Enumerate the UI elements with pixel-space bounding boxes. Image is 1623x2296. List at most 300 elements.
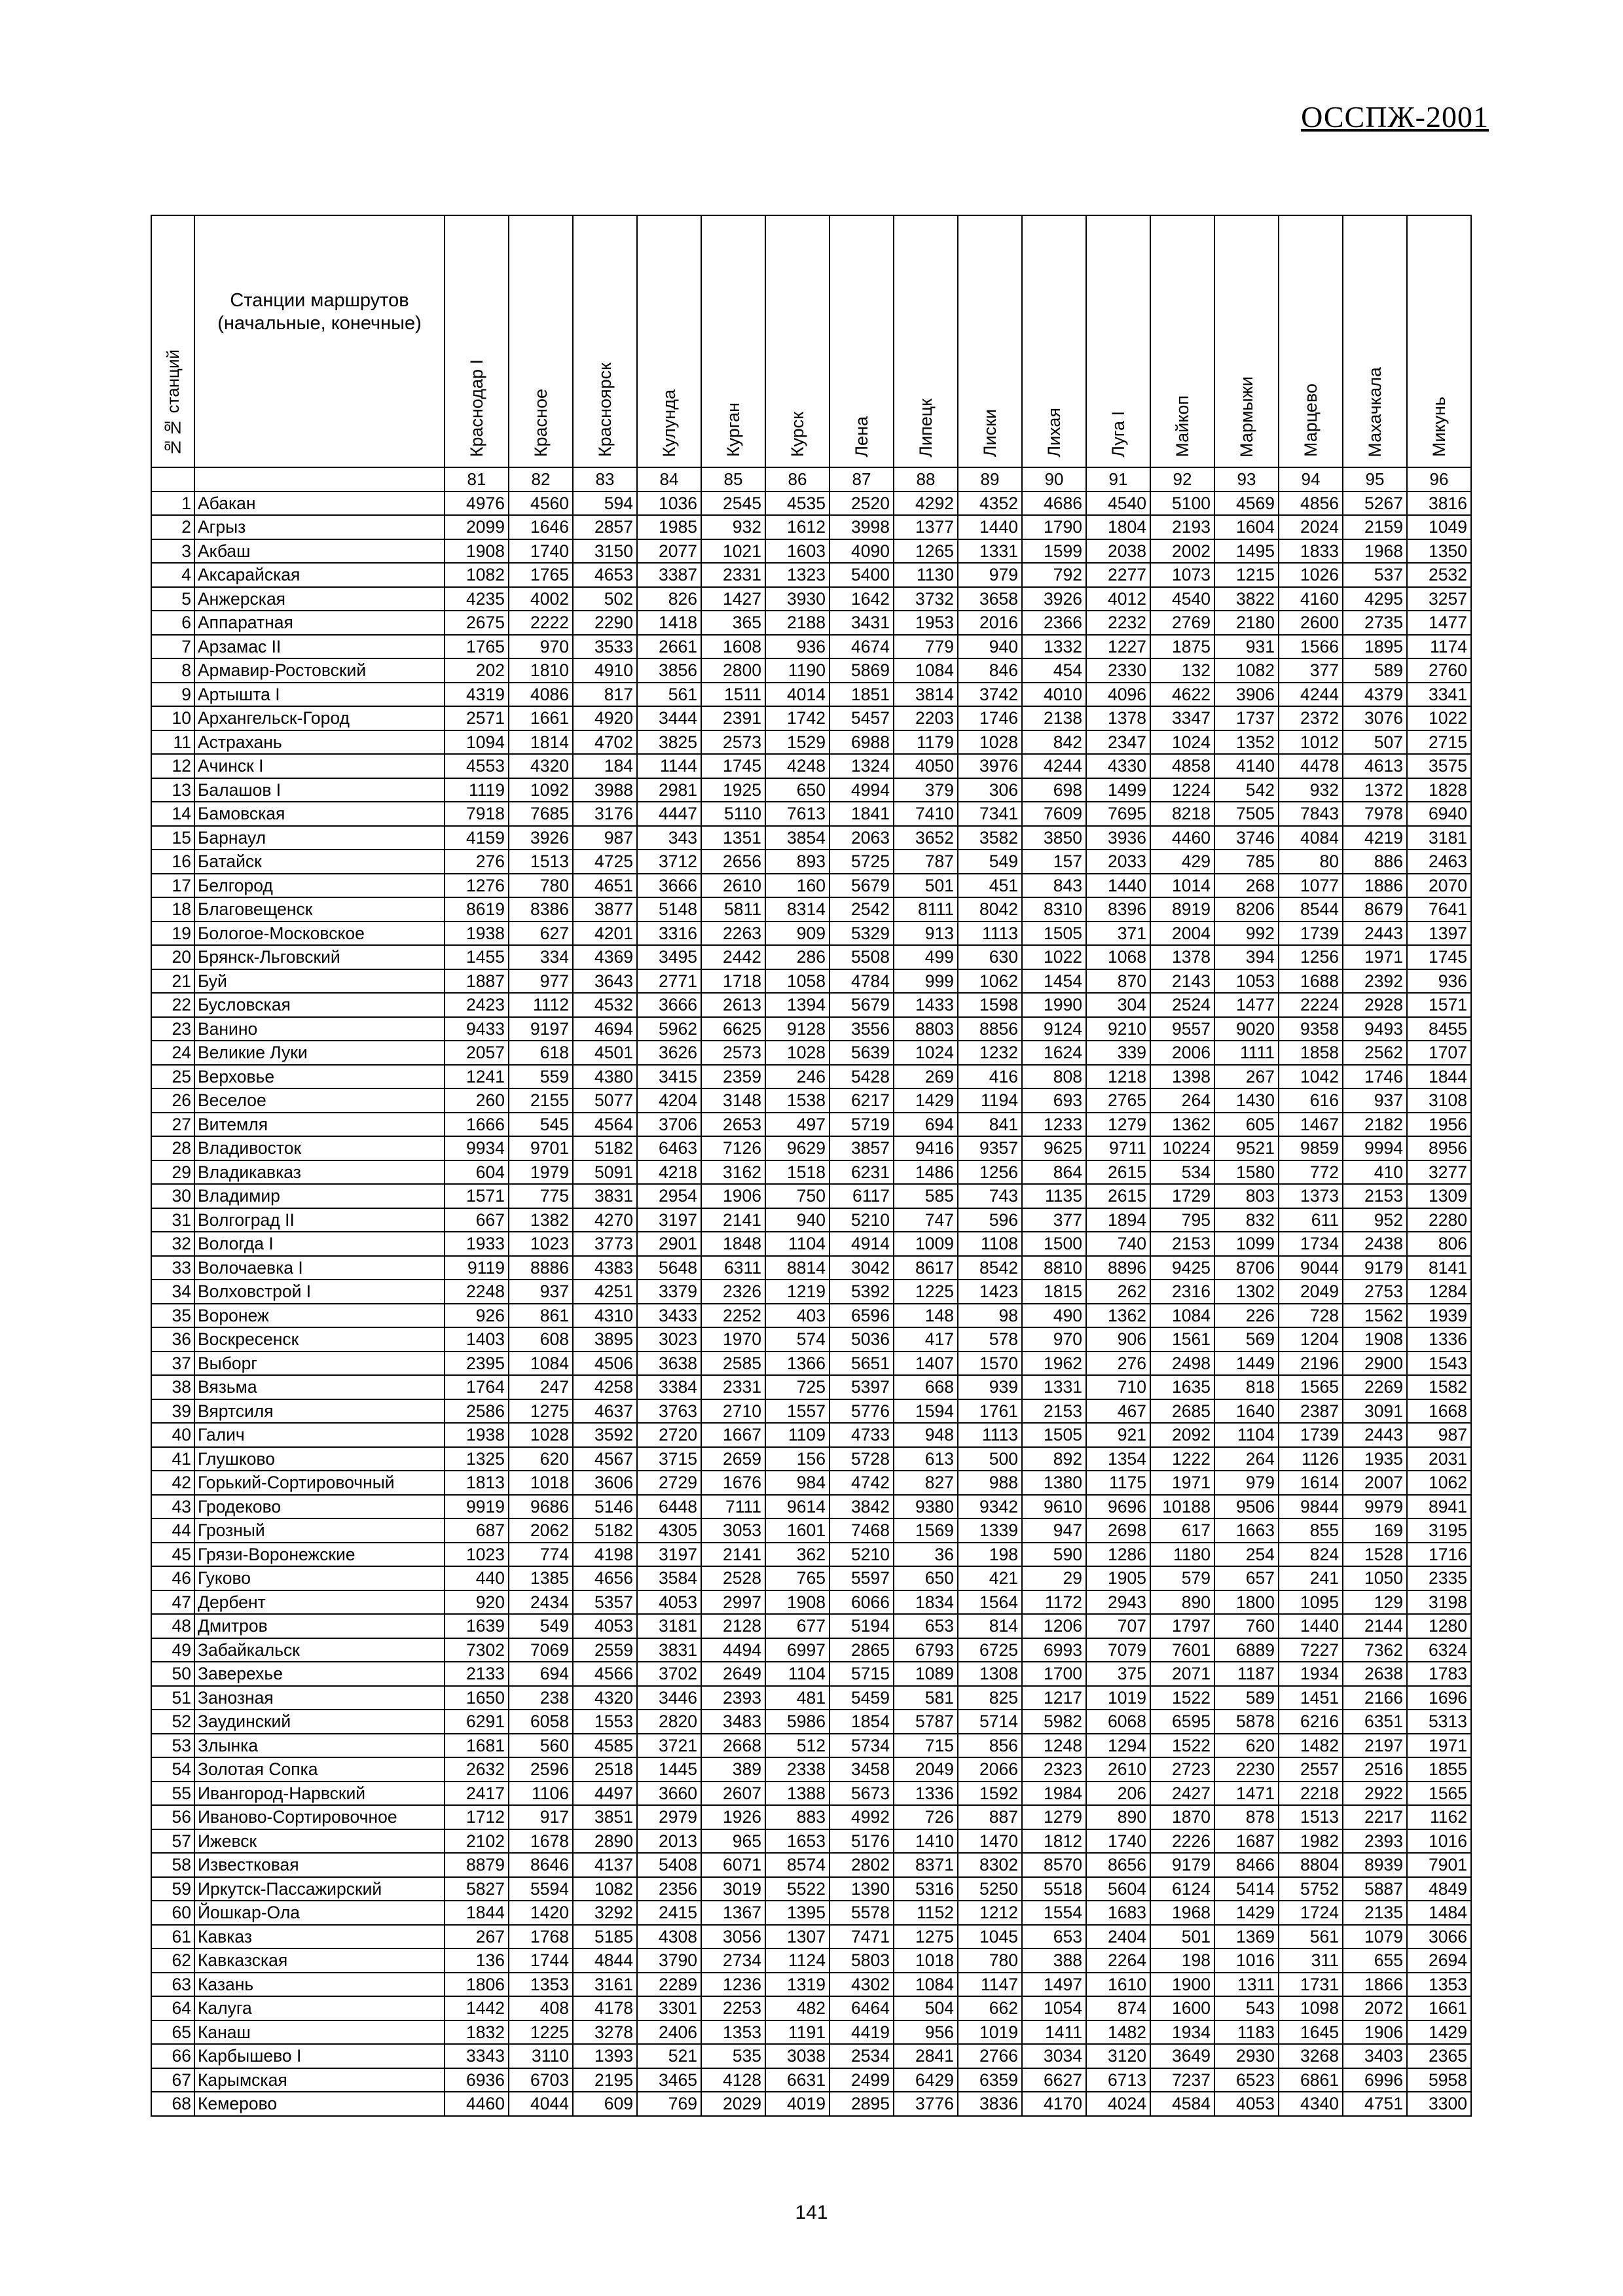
table-row — [151, 587, 1471, 611]
distance-cell: 8310 — [1022, 897, 1086, 922]
distance-cell: 3257 — [1407, 587, 1471, 611]
distance-cell: 1225 — [894, 1280, 958, 1304]
station-name: Карбышево I — [194, 2044, 445, 2068]
distance-cell: 9179 — [1343, 1256, 1407, 1280]
distance-cell: 2685 — [1150, 1399, 1214, 1424]
distance-cell: 1433 — [894, 993, 958, 1017]
distance-cell: 1734 — [1279, 1232, 1343, 1256]
distance-cell: 3712 — [637, 850, 701, 874]
distance-cell: 921 — [1086, 1423, 1150, 1447]
distance-cell: 4637 — [573, 1399, 637, 1424]
distance-cell: 883 — [765, 1805, 830, 1829]
distance-cell: 1543 — [1407, 1352, 1471, 1376]
distance-cell: 616 — [1279, 1088, 1343, 1113]
distance-cell: 1082 — [573, 1877, 637, 1901]
distance-cell: 1332 — [1022, 635, 1086, 659]
distance-cell: 5508 — [830, 945, 894, 969]
distance-cell: 1183 — [1214, 2020, 1279, 2045]
distance-cell: 1014 — [1150, 874, 1214, 898]
distance-cell: 3181 — [637, 1614, 701, 1638]
distance-cell: 1440 — [1279, 1614, 1343, 1638]
distance-cell: 2528 — [701, 1566, 765, 1590]
distance-cell: 1233 — [1022, 1113, 1086, 1137]
distance-cell: 2057 — [445, 1041, 509, 1065]
distance-cell: 1026 — [1279, 563, 1343, 587]
distance-cell: 1740 — [1086, 1829, 1150, 1854]
station-name: Иркутск-Пассажирский — [194, 1877, 445, 1901]
distance-cell: 1094 — [445, 730, 509, 755]
distance-cell: 5869 — [830, 658, 894, 683]
distance-cell: 5210 — [830, 1543, 894, 1567]
distance-cell: 1021 — [701, 539, 765, 564]
distance-cell: 855 — [1279, 1518, 1343, 1543]
distance-cell: 1050 — [1343, 1566, 1407, 1590]
distance-cell: 9119 — [445, 1256, 509, 1280]
distance-cell: 1529 — [765, 730, 830, 755]
distance-cell: 1241 — [445, 1065, 509, 1089]
distance-cell: 202 — [445, 658, 509, 683]
distance-cell: 1352 — [1214, 730, 1279, 755]
table-row — [151, 1256, 1471, 1280]
distance-cell: 7613 — [765, 802, 830, 826]
distance-cell: 8542 — [958, 1256, 1022, 1280]
distance-cell: 2607 — [701, 1782, 765, 1806]
distance-cell: 8466 — [1214, 1853, 1279, 1877]
distance-cell: 1724 — [1279, 1901, 1343, 1925]
station-number: 39 — [151, 1399, 194, 1424]
distance-cell: 1113 — [958, 922, 1022, 946]
distance-cell: 1124 — [765, 1948, 830, 1973]
distance-cell: 569 — [1214, 1327, 1279, 1352]
distance-cell: 1369 — [1214, 1925, 1279, 1949]
distance-cell: 5316 — [894, 1877, 958, 1901]
column-number: 93 — [1214, 467, 1279, 492]
distance-cell: 1667 — [701, 1423, 765, 1447]
distance-cell: 1528 — [1343, 1543, 1407, 1567]
distance-cell: 9625 — [1022, 1136, 1086, 1160]
distance-cell: 343 — [637, 826, 701, 850]
distance-cell: 1204 — [1279, 1327, 1343, 1352]
distance-cell: 1569 — [894, 1518, 958, 1543]
distance-cell: 3706 — [637, 1113, 701, 1137]
distance-cell: 7843 — [1279, 802, 1343, 826]
distance-cell: 3715 — [637, 1447, 701, 1471]
distance-cell: 874 — [1086, 1996, 1150, 2020]
distance-cell: 1393 — [573, 2044, 637, 2068]
distance-cell: 4584 — [1150, 2092, 1214, 2116]
table-row — [151, 1614, 1471, 1638]
distance-cell: 1968 — [1343, 539, 1407, 564]
column-number: 84 — [637, 467, 701, 492]
page-number: 141 — [795, 2202, 828, 2223]
distance-cell: 2735 — [1343, 611, 1407, 635]
table-row — [151, 993, 1471, 1017]
distance-cell: 3446 — [637, 1686, 701, 1710]
distance-cell: 377 — [1022, 1208, 1086, 1232]
distance-cell: 8574 — [765, 1853, 830, 1877]
distance-cell: 4540 — [1150, 587, 1214, 611]
distance-cell: 267 — [1214, 1065, 1279, 1089]
distance-cell: 226 — [1214, 1304, 1279, 1328]
distance-cell: 3814 — [894, 683, 958, 707]
distance-cell: 9197 — [509, 1017, 573, 1041]
distance-cell: 1712 — [445, 1805, 509, 1829]
distance-cell: 2715 — [1407, 730, 1471, 755]
distance-cell: 4379 — [1343, 683, 1407, 707]
distance-cell: 8386 — [509, 897, 573, 922]
distance-cell: 4330 — [1086, 754, 1150, 778]
distance-cell: 1284 — [1407, 1280, 1471, 1304]
station-number: 5 — [151, 587, 194, 611]
distance-cell: 1019 — [1086, 1686, 1150, 1710]
distance-cell: 2571 — [445, 706, 509, 730]
distance-cell: 1104 — [1214, 1423, 1279, 1447]
station-number: 46 — [151, 1566, 194, 1590]
distance-cell: 4305 — [637, 1518, 701, 1543]
distance-cell: 1353 — [509, 1973, 573, 1997]
distance-cell: 937 — [1343, 1088, 1407, 1113]
distance-cell: 1018 — [509, 1471, 573, 1495]
distance-cell: 3763 — [637, 1399, 701, 1424]
distance-cell: 5077 — [573, 1088, 637, 1113]
distance-cell: 4258 — [573, 1375, 637, 1399]
distance-cell: 1429 — [1407, 2020, 1471, 2045]
table-row — [151, 1304, 1471, 1328]
distance-cell: 3851 — [573, 1805, 637, 1829]
station-name: Верховье — [194, 1065, 445, 1089]
station-number: 28 — [151, 1136, 194, 1160]
distance-cell: 1395 — [765, 1901, 830, 1925]
distance-cell: 1049 — [1407, 515, 1471, 539]
distance-cell: 3034 — [1022, 2044, 1086, 2068]
station-name: Глушково — [194, 1447, 445, 1471]
distance-cell: 999 — [894, 969, 958, 994]
distance-cell: 1592 — [958, 1782, 1022, 1806]
station-number: 66 — [151, 2044, 194, 2068]
distance-cell: 2338 — [765, 1757, 830, 1782]
distance-cell: 549 — [509, 1614, 573, 1638]
station-number: 53 — [151, 1734, 194, 1758]
distance-cell: 4137 — [573, 1853, 637, 1877]
distance-cell: 5210 — [830, 1208, 894, 1232]
distance-cell: 2841 — [894, 2044, 958, 2068]
station-number: 36 — [151, 1327, 194, 1352]
distance-cell: 2610 — [1086, 1757, 1150, 1782]
distance-cell: 3300 — [1407, 2092, 1471, 2116]
distance-cell: 2365 — [1407, 2044, 1471, 2068]
distance-cell: 1761 — [958, 1399, 1022, 1424]
distance-cell: 6703 — [509, 2068, 573, 2092]
distance-cell: 2049 — [894, 1757, 958, 1782]
station-number: 64 — [151, 1996, 194, 2020]
distance-cell: 7227 — [1279, 1638, 1343, 1662]
distance-cell: 6071 — [701, 1853, 765, 1877]
distance-cell: 2573 — [701, 730, 765, 755]
distance-cell: 3162 — [701, 1160, 765, 1185]
distance-cell: 1866 — [1343, 1973, 1407, 1997]
distance-cell: 9358 — [1279, 1017, 1343, 1041]
distance-cell: 1477 — [1407, 611, 1471, 635]
distance-cell: 2771 — [637, 969, 701, 994]
distance-cell: 630 — [958, 945, 1022, 969]
distance-cell: 1016 — [1214, 1948, 1279, 1973]
column-number: 92 — [1150, 467, 1214, 492]
distance-cell: 1366 — [765, 1352, 830, 1376]
distance-cell: 4992 — [830, 1805, 894, 1829]
distance-cell: 1045 — [958, 1925, 1022, 1949]
distance-cell: 2760 — [1407, 658, 1471, 683]
distance-cell: 1451 — [1279, 1686, 1343, 1710]
distance-cell: 1018 — [894, 1948, 958, 1973]
distance-cell: 6216 — [1279, 1710, 1343, 1734]
distance-cell: 4501 — [573, 1041, 637, 1065]
station-number: 3 — [151, 539, 194, 564]
distance-cell: 490 — [1022, 1304, 1086, 1328]
distance-cell: 4012 — [1086, 587, 1150, 611]
distance-cell: 3790 — [637, 1948, 701, 1973]
column-header: Краснодар I — [445, 215, 509, 467]
distance-cell: 4235 — [445, 587, 509, 611]
distance-cell: 604 — [445, 1160, 509, 1185]
distance-cell: 1275 — [509, 1399, 573, 1424]
distance-cell: 1194 — [958, 1088, 1022, 1113]
distance-cell: 1084 — [509, 1352, 573, 1376]
distance-cell: 1565 — [1407, 1782, 1471, 1806]
distance-cell: 3930 — [765, 587, 830, 611]
column-header: Кулунда — [637, 215, 701, 467]
distance-cell: 4383 — [573, 1256, 637, 1280]
distance-cell: 9210 — [1086, 1017, 1150, 1041]
distance-cell: 8111 — [894, 897, 958, 922]
column-number: 87 — [830, 467, 894, 492]
distance-cell: 1354 — [1086, 1447, 1150, 1471]
distance-cell: 1302 — [1214, 1280, 1279, 1304]
station-number: 52 — [151, 1710, 194, 1734]
distance-cell: 726 — [894, 1805, 958, 1829]
distance-cell: 3038 — [765, 2044, 830, 2068]
station-number: 10 — [151, 706, 194, 730]
distance-cell: 500 — [958, 1447, 1022, 1471]
distance-cell: 589 — [1343, 658, 1407, 683]
table-row — [151, 1805, 1471, 1829]
distance-cell: 1324 — [830, 754, 894, 778]
distance-cell: 3431 — [830, 611, 894, 635]
table-row — [151, 1160, 1471, 1185]
distance-cell: 6429 — [894, 2068, 958, 2092]
distance-cell: 3998 — [830, 515, 894, 539]
station-number: 27 — [151, 1113, 194, 1137]
distance-cell: 2753 — [1343, 1280, 1407, 1304]
distance-cell: 3176 — [573, 802, 637, 826]
distance-cell: 4560 — [509, 492, 573, 516]
distance-cell: 5408 — [637, 1853, 701, 1877]
station-name: Канаш — [194, 2020, 445, 2045]
station-name: Грозный — [194, 1518, 445, 1543]
distance-cell: 2188 — [765, 611, 830, 635]
station-name: Кемерово — [194, 2092, 445, 2116]
distance-cell: 502 — [573, 587, 637, 611]
distance-cell: 6217 — [830, 1088, 894, 1113]
distance-cell: 1482 — [1279, 1734, 1343, 1758]
distance-cell: 1276 — [445, 874, 509, 898]
distance-cell: 861 — [509, 1304, 573, 1328]
station-name: Кавказ — [194, 1925, 445, 1949]
distance-cell: 1224 — [1150, 778, 1214, 802]
distance-cell: 3056 — [701, 1925, 765, 1949]
distance-cell: 1377 — [894, 515, 958, 539]
distance-cell: 574 — [765, 1327, 830, 1352]
distance-cell: 5428 — [830, 1065, 894, 1089]
distance-cell: 5313 — [1407, 1710, 1471, 1734]
distance-cell: 184 — [573, 754, 637, 778]
distance-cell: 3465 — [637, 2068, 701, 2092]
distance-cell: 1394 — [765, 993, 830, 1017]
distance-cell: 5787 — [894, 1710, 958, 1734]
distance-cell: 5357 — [573, 1590, 637, 1615]
distance-cell: 3195 — [1407, 1518, 1471, 1543]
distance-cell: 4024 — [1086, 2092, 1150, 2116]
distance-cell: 650 — [765, 778, 830, 802]
distance-cell: 2442 — [701, 945, 765, 969]
station-name: Белгород — [194, 874, 445, 898]
distance-cell: 1814 — [509, 730, 573, 755]
distance-cell: 6066 — [830, 1590, 894, 1615]
distance-cell: 9629 — [765, 1136, 830, 1160]
table-row — [151, 1208, 1471, 1232]
distance-cell: 7601 — [1150, 1638, 1214, 1662]
distance-cell: 1294 — [1086, 1734, 1150, 1758]
distance-cell: 1746 — [958, 706, 1022, 730]
station-name: Иваново-Сортировочное — [194, 1805, 445, 1829]
distance-cell: 2393 — [701, 1686, 765, 1710]
distance-cell: 2694 — [1407, 1948, 1471, 1973]
station-number: 47 — [151, 1590, 194, 1615]
table-row — [151, 1352, 1471, 1376]
distance-cell: 3343 — [445, 2044, 509, 2068]
distance-cell: 2997 — [701, 1590, 765, 1615]
distance-cell: 6596 — [830, 1304, 894, 1328]
distance-cell: 977 — [509, 969, 573, 994]
distance-cell: 3292 — [573, 1901, 637, 1925]
column-header: Красноярск — [573, 215, 637, 467]
table-row — [151, 730, 1471, 755]
distance-cell: 5887 — [1343, 1877, 1407, 1901]
distance-cell: 254 — [1214, 1543, 1279, 1567]
distance-cell: 1353 — [701, 2020, 765, 2045]
distance-cell: 803 — [1214, 1184, 1279, 1208]
distance-cell: 3444 — [637, 706, 701, 730]
distance-cell: 842 — [1022, 730, 1086, 755]
distance-cell: 8646 — [509, 1853, 573, 1877]
table-row — [151, 922, 1471, 946]
distance-cell: 2248 — [445, 1280, 509, 1304]
station-number: 29 — [151, 1160, 194, 1185]
distance-cell: 4096 — [1086, 683, 1150, 707]
column-number: 89 — [958, 467, 1022, 492]
station-number: 23 — [151, 1017, 194, 1041]
distance-cell: 2323 — [1022, 1757, 1086, 1782]
distance-cell: 1971 — [1343, 945, 1407, 969]
station-number: 13 — [151, 778, 194, 802]
distance-cell: 1599 — [1022, 539, 1086, 564]
distance-cell: 2406 — [637, 2020, 701, 2045]
distance-cell: 765 — [765, 1566, 830, 1590]
station-name: Карымская — [194, 2068, 445, 2092]
distance-cell: 1870 — [1150, 1805, 1214, 1829]
distance-cell: 2135 — [1343, 1901, 1407, 1925]
distance-cell: 1668 — [1407, 1399, 1471, 1424]
distance-cell: 3582 — [958, 826, 1022, 850]
distance-cell: 499 — [894, 945, 958, 969]
distance-cell: 4585 — [573, 1734, 637, 1758]
distance-cell: 4308 — [637, 1925, 701, 1949]
distance-cell: 1423 — [958, 1280, 1022, 1304]
distance-cell: 578 — [958, 1327, 1022, 1352]
distance-cell: 10188 — [1150, 1495, 1214, 1519]
distance-cell: 3702 — [637, 1662, 701, 1686]
distance-cell: 482 — [765, 1996, 830, 2020]
distance-cell: 2391 — [701, 706, 765, 730]
distance-cell: 9416 — [894, 1136, 958, 1160]
distance-cell: 4702 — [573, 730, 637, 755]
distance-cell: 952 — [1343, 1208, 1407, 1232]
distance-cell: 2155 — [509, 1088, 573, 1113]
distance-cell: 4656 — [573, 1566, 637, 1590]
distance-cell: 3415 — [637, 1065, 701, 1089]
distance-cell: 1378 — [1086, 706, 1150, 730]
table-row — [151, 1495, 1471, 1519]
distance-cell: 549 — [958, 850, 1022, 874]
distance-cell: 365 — [701, 611, 765, 635]
distance-cell: 2615 — [1086, 1160, 1150, 1185]
distance-cell: 2404 — [1086, 1925, 1150, 1949]
distance-cell: 2277 — [1086, 563, 1150, 587]
distance-cell: 7237 — [1150, 2068, 1214, 2092]
distance-cell: 4447 — [637, 802, 701, 826]
station-number: 40 — [151, 1423, 194, 1447]
distance-cell: 7695 — [1086, 802, 1150, 826]
distance-cell: 1024 — [1150, 730, 1214, 755]
empty-cell — [151, 467, 194, 492]
distance-cell: 4622 — [1150, 683, 1214, 707]
distance-cell: 1089 — [894, 1662, 958, 1686]
distance-cell: 3831 — [573, 1184, 637, 1208]
distance-cell: 157 — [1022, 850, 1086, 874]
distance-cell: 1566 — [1279, 635, 1343, 659]
distance-cell: 2675 — [445, 611, 509, 635]
station-name: Ачинск I — [194, 754, 445, 778]
distance-cell: 2264 — [1086, 1948, 1150, 1973]
distance-cell: 936 — [1407, 969, 1471, 994]
distance-cell: 3857 — [830, 1136, 894, 1160]
distance-cell: 2347 — [1086, 730, 1150, 755]
distance-cell: 1716 — [1407, 1543, 1471, 1567]
distance-cell: 8302 — [958, 1853, 1022, 1877]
distance-cell: 2024 — [1279, 515, 1343, 539]
distance-cell: 965 — [701, 1829, 765, 1854]
distance-cell: 3816 — [1407, 492, 1471, 516]
distance-cell: 4044 — [509, 2092, 573, 2116]
station-name: Архангельск-Город — [194, 706, 445, 730]
distance-cell: 2610 — [701, 874, 765, 898]
distance-cell: 1206 — [1022, 1614, 1086, 1638]
distance-cell: 5392 — [830, 1280, 894, 1304]
table-row — [151, 850, 1471, 874]
station-name: Аксарайская — [194, 563, 445, 587]
distance-cell: 1505 — [1022, 922, 1086, 946]
distance-cell: 3606 — [573, 1471, 637, 1495]
distance-cell: 8570 — [1022, 1853, 1086, 1877]
